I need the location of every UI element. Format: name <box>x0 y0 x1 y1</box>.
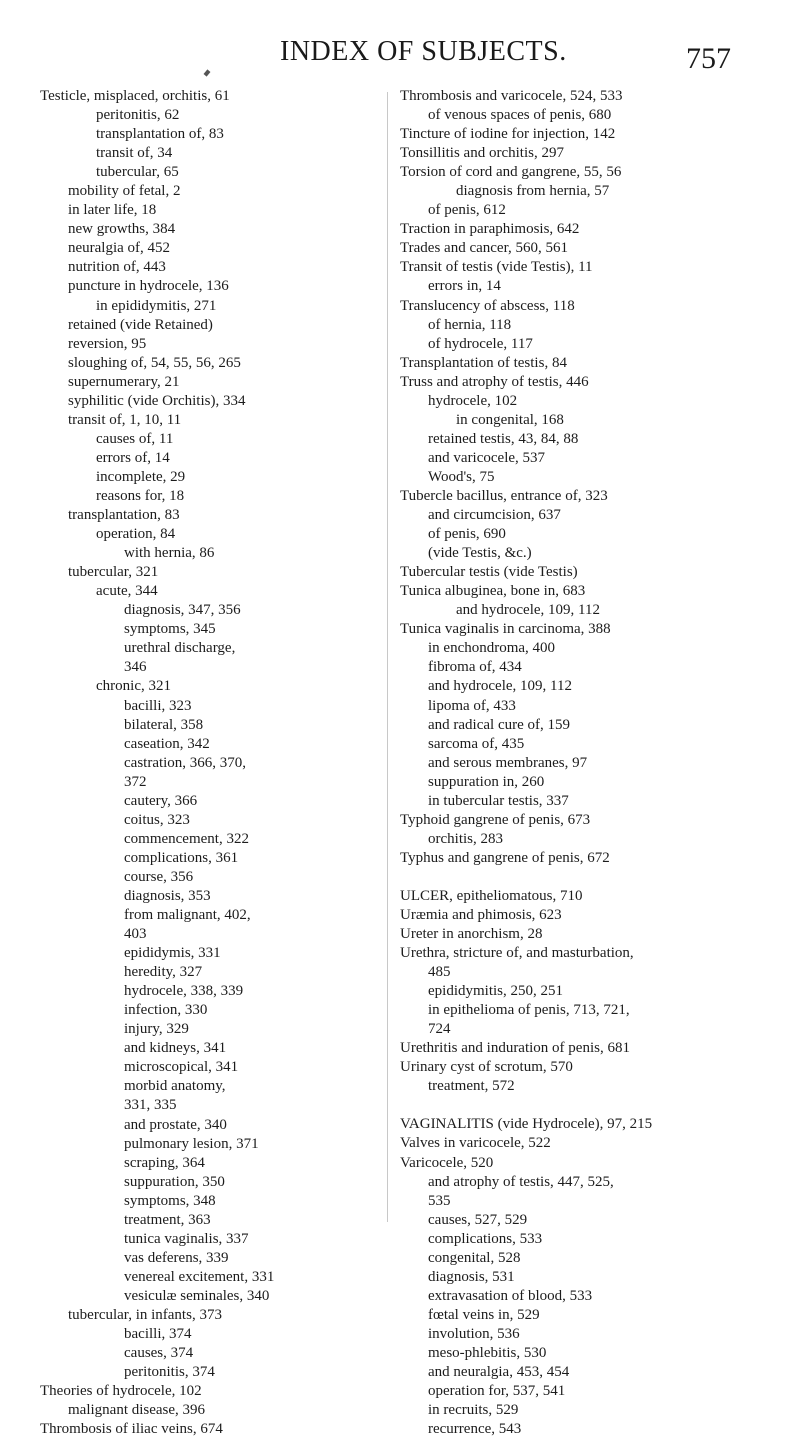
index-entry: incomplete, 29 <box>96 468 186 485</box>
index-column-left <box>40 87 385 1439</box>
index-entry: diagnosis, 347, 356 <box>124 602 241 619</box>
index-entry: in tubercular testis, 337 <box>428 792 569 809</box>
index-entry: cautery, 366 <box>124 792 198 809</box>
index-entry: Valves in varicocele, 522 <box>400 1135 551 1152</box>
index-entry: with hernia, 86 <box>124 545 215 562</box>
index-entry: caseation, 342 <box>124 735 210 752</box>
index-entry: venereal excitement, 331 <box>124 1268 275 1285</box>
index-entry: in later life, 18 <box>68 202 157 219</box>
index-entry: and circumcision, 637 <box>428 507 561 524</box>
index-entry <box>400 1096 765 1115</box>
index-entry: Torsion of cord and gangrene, 55, 56 <box>400 164 622 181</box>
index-entry: Tunica vaginalis in carcinoma, 388 <box>400 621 611 638</box>
index-entry: Wood's, 75 <box>428 468 495 485</box>
index-entry: bilateral, 358 <box>124 716 204 733</box>
index-entry: puncture in hydrocele, 136 <box>68 278 229 295</box>
index-entry: complications, 361 <box>124 849 239 866</box>
index-entry: fœtal veins in, 529 <box>428 1306 540 1323</box>
index-entry: (vide Testis, &c.) <box>428 545 532 562</box>
index-entry: morbid anatomy, <box>124 1078 226 1095</box>
index-entry: heredity, 327 <box>124 964 203 981</box>
column-divider <box>387 92 388 1222</box>
index-entry: sarcoma of, 435 <box>428 735 525 752</box>
index-entry: chronic, 321 <box>96 678 171 695</box>
index-entry: Tubercle bacillus, entrance of, 323 <box>400 487 608 504</box>
index-entry: Typhus and gangrene of penis, 672 <box>400 849 610 866</box>
index-entry: transit of, 1, 10, 11 <box>68 411 182 428</box>
index-entry: reversion, 95 <box>68 335 147 352</box>
index-entry: bacilli, 323 <box>124 697 192 714</box>
index-entry: involution, 536 <box>428 1325 520 1342</box>
index-entry: scraping, 364 <box>124 1154 205 1171</box>
index-entry: and serous membranes, 97 <box>428 754 588 771</box>
page-title: INDEX OF SUBJECTS. <box>280 36 567 67</box>
index-entry: from malignant, 402, <box>124 907 251 924</box>
index-entry: tubercular, in infants, 373 <box>68 1307 222 1323</box>
index-column-right <box>400 87 765 1439</box>
index-entry: and varicocele, 537 <box>428 449 546 466</box>
index-entry: of venous spaces of penis, 680 <box>428 107 612 124</box>
index-entry: tunica vaginalis, 337 <box>124 1230 249 1247</box>
index-entry: hydrocele, 102 <box>428 392 518 409</box>
index-entry: errors of, 14 <box>96 449 170 466</box>
index-entry: complications, 533 <box>428 1230 543 1247</box>
index-entry: suppuration in, 260 <box>428 773 545 790</box>
index-entry: Thrombosis and varicocele, 524, 533 <box>400 88 623 104</box>
index-entry: recurrence, 543 <box>428 1421 522 1438</box>
index-entry: Ureter in anorchism, 28 <box>400 926 543 943</box>
index-entry: and hydrocele, 109, 112 <box>428 678 572 695</box>
index-entry: congenital, 528 <box>428 1249 521 1266</box>
page-number: 757 <box>686 42 731 75</box>
index-entry: 724 <box>428 1021 451 1038</box>
index-entry: Typhoid gangrene of penis, 673 <box>400 811 591 828</box>
index-entry: and prostate, 340 <box>124 1116 227 1133</box>
index-entry: in epididymitis, 271 <box>96 297 217 314</box>
index-entry: symptoms, 345 <box>124 621 216 638</box>
index-entry: causes, 374 <box>124 1345 194 1362</box>
index-entry: Truss and atrophy of testis, 446 <box>400 373 589 390</box>
index-entry: extravasation of blood, 533 <box>428 1287 593 1304</box>
index-entry: ULCER, epitheliomatous, 710 <box>400 887 583 904</box>
index-entry: treatment, 363 <box>124 1211 211 1228</box>
index-entry: nutrition of, 443 <box>68 259 166 276</box>
index-entry: 372 <box>124 773 147 790</box>
index-entry: diagnosis from hernia, 57 <box>456 183 610 200</box>
index-entry: causes of, 11 <box>96 430 174 447</box>
index-entry: orchitis, 283 <box>428 830 503 847</box>
index-entry: peritonitis, 62 <box>96 107 180 124</box>
index-entry: Uræmia and phimosis, 623 <box>400 906 562 923</box>
index-entry: diagnosis, 531 <box>428 1268 515 1285</box>
index-entry: pulmonary lesion, 371 <box>124 1135 259 1152</box>
index-entry: VAGINALITIS (vide Hydrocele), 97, 215 <box>400 1116 653 1133</box>
index-entry: fibroma of, 434 <box>428 659 522 676</box>
index-entry: retained (vide Retained) <box>68 316 213 333</box>
index-entry: operation, 84 <box>96 526 176 543</box>
index-entry: and atrophy of testis, 447, 525, <box>428 1173 614 1190</box>
index-entry: Thrombosis of iliac veins, 674 <box>40 1421 223 1438</box>
index-entry: 331, 335 <box>124 1097 177 1114</box>
index-entry: neuralgia of, 452 <box>68 240 171 257</box>
index-entry <box>400 868 765 887</box>
index-entry: castration, 366, 370, <box>124 754 247 771</box>
index-entry: Tonsillitis and orchitis, 297 <box>400 145 564 162</box>
index-entry: microscopical, 341 <box>124 1059 239 1076</box>
index-entry: lipoma of, 433 <box>428 697 516 714</box>
index-entry: in congenital, 168 <box>456 411 564 428</box>
index-entry: and kidneys, 341 <box>124 1040 227 1057</box>
index-entry: vas deferens, 339 <box>124 1249 229 1266</box>
index-entry: Theories of hydrocele, 102 <box>40 1383 202 1400</box>
index-entry: reasons for, 18 <box>96 487 185 504</box>
index-entry: in recruits, 529 <box>428 1402 519 1419</box>
index-entry: syphilitic (vide Orchitis), 334 <box>68 392 246 409</box>
index-entry: and neuralgia, 453, 454 <box>428 1364 570 1381</box>
index-entry: errors in, 14 <box>428 278 501 295</box>
index-entry: Transit of testis (vide Testis), 11 <box>400 259 593 276</box>
index-entry: Urethra, stricture of, and masturbation, <box>400 945 634 962</box>
index-entry: diagnosis, 353 <box>124 887 211 904</box>
index-entry: transplantation, 83 <box>68 507 180 524</box>
index-entry: sloughing of, 54, 55, 56, 265 <box>68 354 241 371</box>
index-entry: 346 <box>124 659 147 676</box>
index-entry: course, 356 <box>124 868 194 885</box>
index-entry: suppuration, 350 <box>124 1173 225 1190</box>
index-entry: Urethritis and induration of penis, 681 <box>400 1040 630 1057</box>
index-entry: infection, 330 <box>124 1002 208 1019</box>
index-entry: acute, 344 <box>96 583 158 600</box>
index-entry: Tincture of iodine for injection, 142 <box>400 126 616 143</box>
index-entry: meso-phlebitis, 530 <box>428 1345 547 1361</box>
index-entry: hydrocele, 338, 339 <box>124 983 244 1000</box>
index-entry: Testicle, misplaced, orchitis, 61 <box>40 88 230 104</box>
index-entry: tubercular, 321 <box>68 564 159 581</box>
index-entry: treatment, 572 <box>428 1078 515 1095</box>
index-entry: and hydrocele, 109, 112 <box>456 602 600 619</box>
index-entry: bacilli, 374 <box>124 1326 192 1343</box>
index-entry: epididymitis, 250, 251 <box>428 983 563 1000</box>
index-entry: supernumerary, 21 <box>68 373 180 390</box>
index-entry: commencement, 322 <box>124 830 249 847</box>
index-entry: new growths, 384 <box>68 221 176 238</box>
index-entry: vesiculæ seminales, 340 <box>124 1287 270 1304</box>
index-entry: of hernia, 118 <box>428 316 512 333</box>
index-entry: and radical cure of, 159 <box>428 716 571 733</box>
index-entry: injury, 329 <box>124 1021 189 1038</box>
index-entry: urethral discharge, <box>124 640 236 657</box>
index-entry: in enchondroma, 400 <box>428 640 556 657</box>
index-entry: retained testis, 43, 84, 88 <box>428 430 579 447</box>
index-entry: Transplantation of testis, 84 <box>400 354 567 371</box>
index-entry: 535 <box>428 1192 451 1209</box>
index-entry: Tubercular testis (vide Testis) <box>400 564 578 581</box>
index-entry: Translucency of abscess, 118 <box>400 297 575 314</box>
index-entry: Traction in paraphimosis, 642 <box>400 221 580 238</box>
index-entry: 403 <box>124 926 147 943</box>
index-entry: causes, 527, 529 <box>428 1211 528 1228</box>
index-entry: epididymis, 331 <box>124 945 221 962</box>
index-entry: of penis, 612 <box>428 202 506 219</box>
index-entry: operation for, 537, 541 <box>428 1383 566 1400</box>
index-entry: in epithelioma of penis, 713, 721, <box>428 1002 630 1019</box>
index-entry: mobility of fetal, 2 <box>68 183 181 200</box>
index-entry: Tunica albuginea, bone in, 683 <box>400 583 586 600</box>
page-header <box>0 36 800 76</box>
index-entry: coitus, 323 <box>124 811 190 828</box>
index-entry: peritonitis, 374 <box>124 1364 215 1381</box>
index-entry: transit of, 34 <box>96 145 173 162</box>
index-entry: malignant disease, 396 <box>68 1402 206 1419</box>
index-entry: Trades and cancer, 560, 561 <box>400 240 568 257</box>
index-entry: 485 <box>428 964 451 981</box>
index-entry: Varicocele, 520 <box>400 1154 494 1171</box>
index-entry: Urinary cyst of scrotum, 570 <box>400 1059 573 1076</box>
index-entry: of penis, 690 <box>428 526 506 543</box>
index-entry: symptoms, 348 <box>124 1192 216 1209</box>
index-entry: of hydrocele, 117 <box>428 335 533 352</box>
index-entry: tubercular, 65 <box>96 164 179 181</box>
index-entry: transplantation of, 83 <box>96 126 224 143</box>
